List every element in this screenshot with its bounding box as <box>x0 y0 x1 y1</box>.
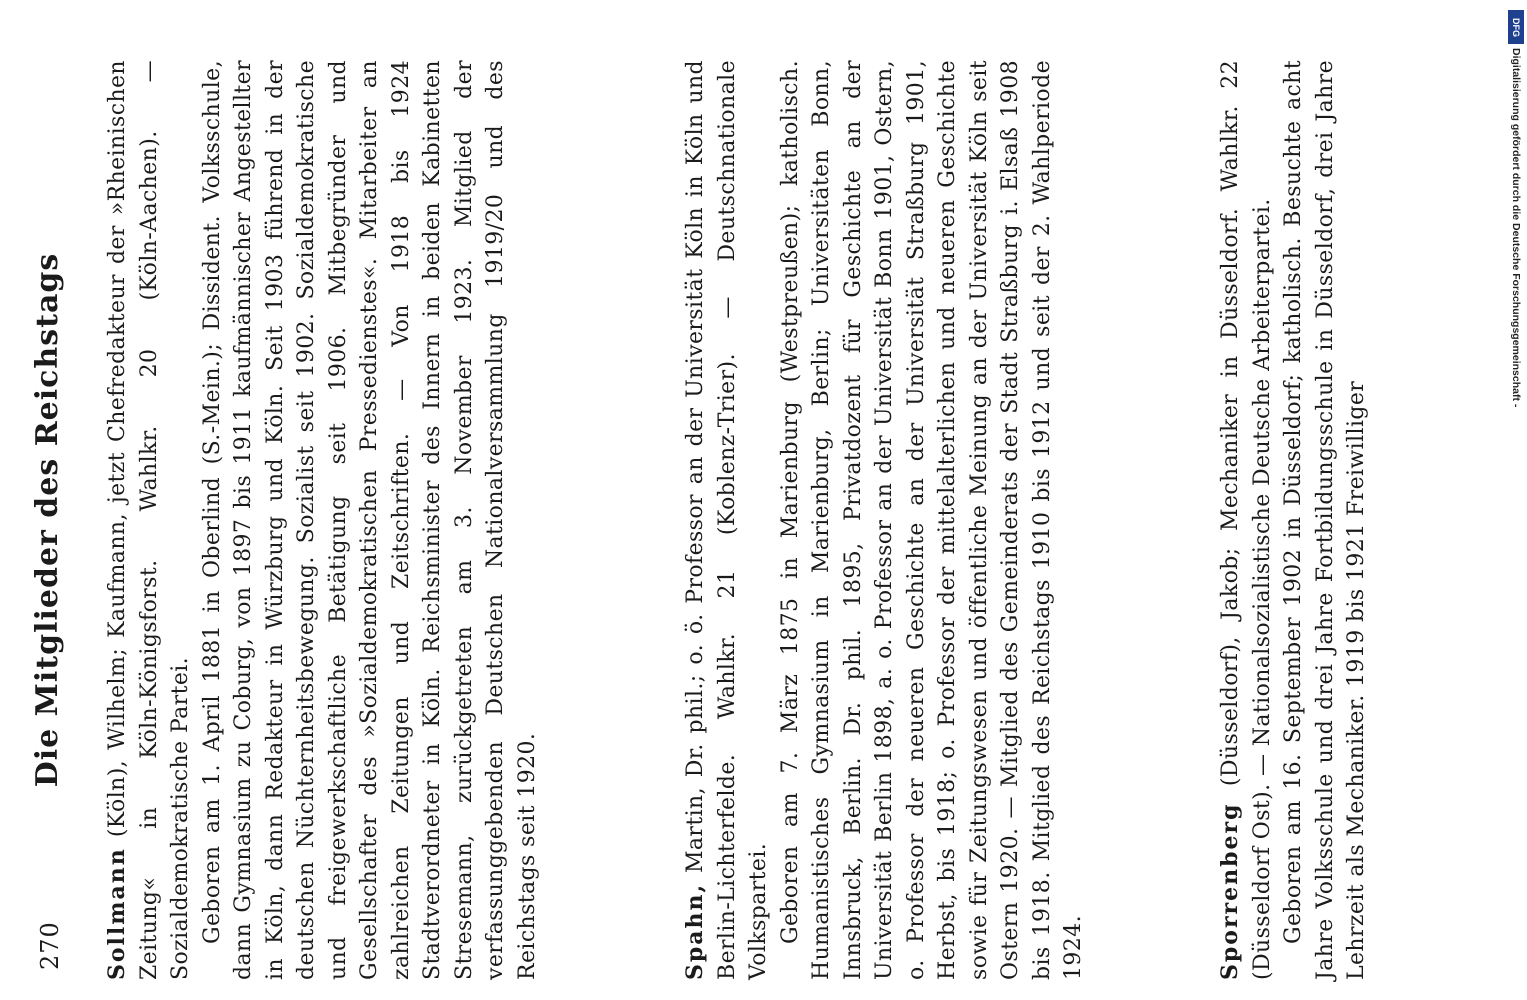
entry-heading <box>102 60 197 980</box>
entry-head-text: (Köln), Wilhelm; Kaufmann, jetzt Chefredakteur der »Rheinischen Zeitung« in Köln-Königsforst. Wahlkr. 20 (Köln-Aachen). — Sozialdemokratische Partei. <box>105 60 193 980</box>
member-name: Spahn, <box>682 882 708 980</box>
member-name: Sporrenberg <box>1217 802 1243 980</box>
running-head <box>30 60 70 980</box>
member-name: Sollmann <box>104 847 130 980</box>
entry-biography: Geboren am 1. April 1881 in Oberlind (S.-Mein.); Dissident. Volksschule, dann Gymnasium zu Coburg, von 1897 bis 1911 kaufmännischer Angestellter in Köln, dann Redakteur in Würzburg und Köln. Seit 1903 führend in der deutschen Nüchternheitsbewegung. Sozialist seit 1902. Sozialdemokratische und freigewerkschaftliche Betätigung seit 1906. Mitbegründer und Gesellschafter des »Sozialdemokratischen Pressedienstes«. Mitarbeiter an zahlreichen Zeitungen und Zeitschriften. — Von 1918 bis 1924 Stadtverordneter in Köln. Reichsminister des Innern in beiden Kabinetten Stresemann, zurückgetreten am 3. November 1923. Mitglied der verfassunggebenden Deutschen Nationalversammlung 1919/20 und des Reichstags seit 1920. <box>199 60 540 980</box>
digitization-credit <box>1508 10 1524 990</box>
entry-biography: Geboren am 7. März 1875 in Marienburg (Westpreußen); katholisch. Humanistisches Gymnasium in Marienburg, Berlin; Universitäten Bonn, Innsbruck, Berlin. Dr. phil. 1895, Privatdozent für Geschichte an der Universität Berlin 1898, a. o. Professor an der Universität Bonn 1901, Ostern, o. Professor der neueren Geschichte an der Universität Straßburg 1901, Herbst, bis 1918; o. Professor der mittelalterlichen und neueren Geschichte sowie für Zeitungswesen und öffentliche Meinung an der Universität Köln seit Ostern 1920. — Mitglied des Gemeinderats der Stadt Straßburg i. Elsaß 1908 bis 1918. Mitglied des Reichstags 1910 bis 1912 und seit der 2. Wahlperiode 1924. <box>777 60 1086 980</box>
entry-biography: Geboren am 16. September 1902 in Düsseldorf; katholisch. Besuchte acht Jahre Volksschule und drei Jahre Fortbildungsschule in Düsseldorf, drei Jahre Lehrzeit als Mechaniker. 1919 bis 1921 Freiwilliger <box>1281 60 1369 980</box>
entry-head-text: Martin, Dr. phil.; o. ö. Professor an der Universität Köln in Köln und Berlin-Lichterfelde. Wahlkr. 21 (Koblenz-Trier). — Deutschnationale Volkspartei. <box>683 60 771 980</box>
running-title: Die Mitglieder des Reichstags <box>30 252 65 788</box>
member-entry-sollmann <box>102 60 543 980</box>
entry-head-text: (Düsseldorf), Jakob; Mechaniker in Düsseldorf. Wahlkr. 22 (Düsseldorf Ost). — Nationalsozialistische Deutsche Arbeiterpartei. <box>1218 60 1275 980</box>
member-entry-spahn <box>680 60 1090 980</box>
member-entry-sporrenberg <box>1215 60 1373 980</box>
entry-heading <box>680 60 775 980</box>
entry-heading <box>1215 60 1278 980</box>
dfg-logo: DFG <box>1508 10 1524 44</box>
document-page <box>30 60 1435 980</box>
page-number: 270 <box>36 921 64 970</box>
credit-text: Digitalisierung gefördert durch die Deutsche Forschungsgemeinschaft - <box>1510 48 1522 408</box>
